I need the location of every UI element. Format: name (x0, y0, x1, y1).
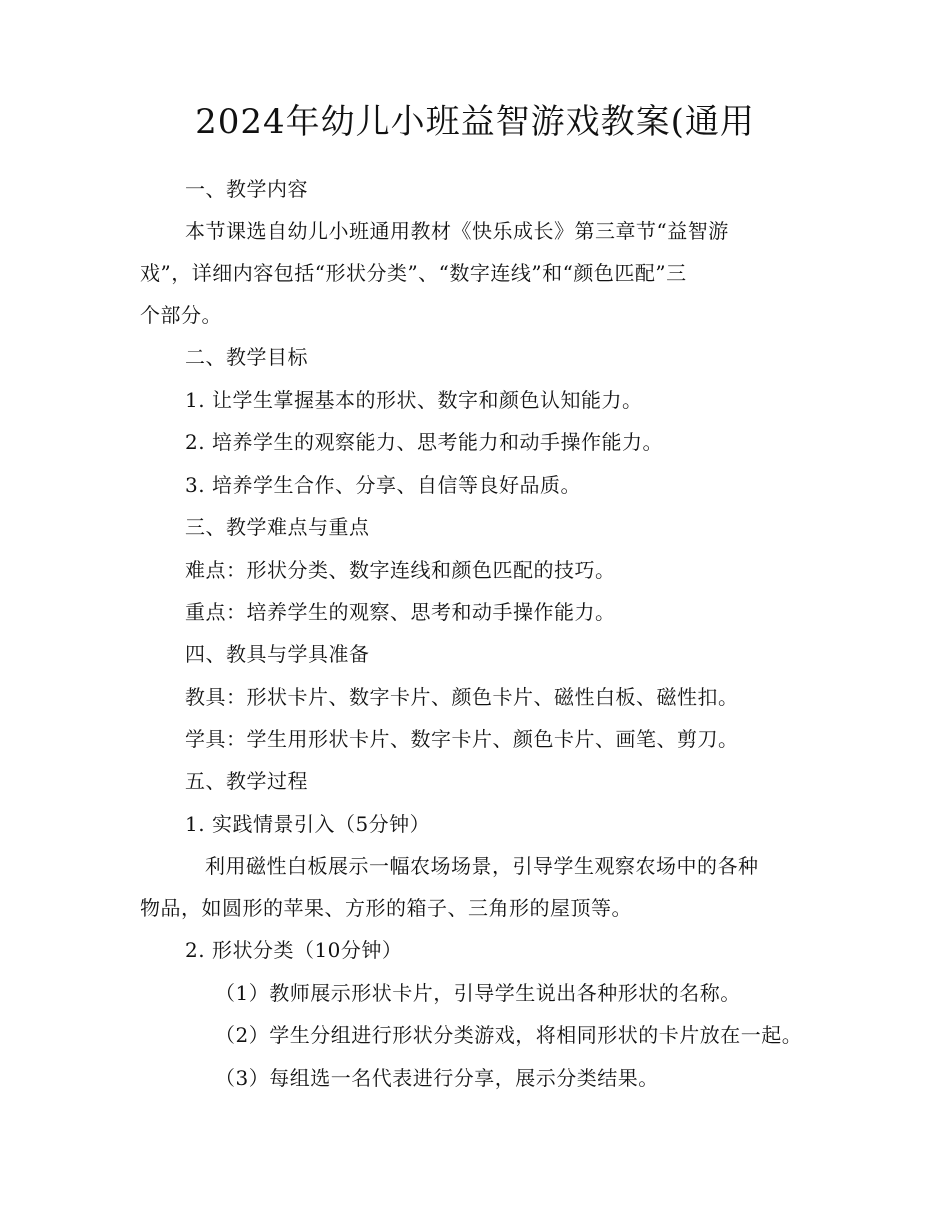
list-item: 2. 形状分类（10分钟） (185, 938, 403, 962)
sub-list-item: （2）学生分组进行形状分类游戏，将相同形状的卡片放在一起。 (215, 1023, 803, 1047)
section-heading-content: 一、教学内容 (185, 177, 308, 201)
list-item: 3. 培养学生合作、分享、自信等良好品质。 (185, 473, 581, 497)
section-heading-objectives: 二、教学目标 (185, 345, 308, 369)
paragraph-line: 学具：学生用形状卡片、数字卡片、颜色卡片、画笔、剪刀。 (185, 727, 739, 751)
paragraph-line: 利用磁性白板展示一幅农场场景，引导学生观察农场中的各种 (205, 854, 759, 878)
paragraph-line: 物品，如圆形的苹果、方形的箱子、三角形的屋顶等。 (140, 896, 632, 920)
paragraph-line: 教具：形状卡片、数字卡片、颜色卡片、磁性白板、磁性扣。 (185, 685, 739, 709)
paragraph-line: 戏”，详细内容包括“形状分类”、“数字连线”和“颜色匹配”三 (140, 261, 687, 285)
list-item: 1. 让学生掌握基本的形状、数字和颜色认知能力。 (185, 388, 643, 412)
sub-list-item: （1）教师展示形状卡片，引导学生说出各种形状的名称。 (215, 981, 741, 1005)
paragraph-line: 个部分。 (140, 303, 222, 327)
section-heading-process: 五、教学过程 (185, 769, 308, 793)
section-heading-difficulties: 三、教学难点与重点 (185, 515, 370, 539)
document-title: 2024年幼儿小班益智游戏教案(通用 (195, 102, 755, 142)
sub-list-item: （3）每组选一名代表进行分享，展示分类结果。 (215, 1066, 659, 1090)
paragraph-line: 重点：培养学生的观察、思考和动手操作能力。 (185, 600, 616, 624)
section-heading-materials: 四、教具与学具准备 (185, 642, 370, 666)
list-item: 1. 实践情景引入（5分钟） (185, 812, 431, 836)
paragraph-line: 本节课选自幼儿小班通用教材《快乐成长》第三章节“益智游 (185, 219, 729, 243)
paragraph-line: 难点：形状分类、数字连线和颜色匹配的技巧。 (185, 558, 616, 582)
list-item: 2. 培养学生的观察能力、思考能力和动手操作能力。 (185, 430, 663, 454)
